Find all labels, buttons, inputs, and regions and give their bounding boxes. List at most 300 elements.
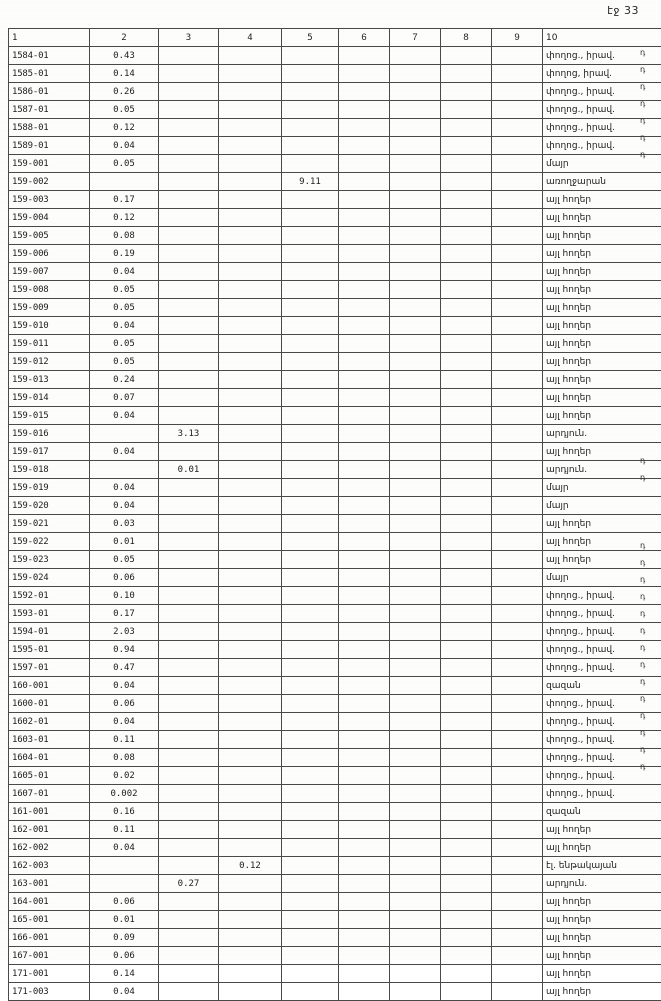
table-row [9, 101, 661, 119]
table-cell-col-1: 159-009 [9, 299, 90, 317]
table-cell-col-2: 0.05 [90, 551, 159, 569]
table-cell-col-7 [390, 983, 441, 1001]
table-row [9, 839, 661, 857]
table-cell-col-1: 1593-01 [9, 605, 90, 623]
table-cell-col-7 [390, 191, 441, 209]
table-cell-col-1: 159-002 [9, 173, 90, 191]
table-cell-col-4 [219, 389, 282, 407]
table-cell-col-5 [282, 317, 339, 335]
table-cell-col-3 [159, 515, 219, 533]
margin-note: դ [638, 571, 660, 588]
table-cell-col-4 [219, 767, 282, 785]
table-cell-col-5 [282, 965, 339, 983]
table-cell-col-6 [339, 479, 390, 497]
table-cell-col-4 [219, 101, 282, 119]
table-cell-col-7 [390, 839, 441, 857]
table-cell-col-2: 0.17 [90, 605, 159, 623]
table-cell-col-2: 0.14 [90, 65, 159, 83]
table-cell-col-5 [282, 767, 339, 785]
table-cell-col-2: 0.04 [90, 317, 159, 335]
table-cell-col-10: փողոց., իրավ. [543, 641, 661, 659]
table-cell-col-3 [159, 353, 219, 371]
table-cell-col-5 [282, 695, 339, 713]
table-cell-col-6 [339, 857, 390, 875]
table-cell-col-8 [441, 911, 492, 929]
table-cell-col-2 [90, 857, 159, 875]
table-cell-col-10: մայր [543, 479, 661, 497]
table-cell-col-6 [339, 731, 390, 749]
margin-notes-column [638, 28, 660, 945]
table-cell-col-4 [219, 353, 282, 371]
table-cell-col-10: մայր [543, 569, 661, 587]
table-cell-col-10: այլ հողեր [543, 965, 661, 983]
margin-note: դ [638, 707, 660, 724]
table-cell-col-2: 0.01 [90, 533, 159, 551]
table-cell-col-2: 0.04 [90, 983, 159, 1001]
table-cell-col-8 [441, 929, 492, 947]
table-cell-col-9 [492, 155, 543, 173]
table-cell-col-1: 162-001 [9, 821, 90, 839]
table-cell-col-6 [339, 47, 390, 65]
table-cell-col-6 [339, 965, 390, 983]
table-cell-col-8 [441, 353, 492, 371]
table-cell-col-3 [159, 281, 219, 299]
table-cell-col-9 [492, 371, 543, 389]
table-cell-col-1: 159-014 [9, 389, 90, 407]
table-cell-col-7 [390, 65, 441, 83]
table-cell-col-3 [159, 497, 219, 515]
table-cell-col-9 [492, 659, 543, 677]
table-cell-col-7 [390, 227, 441, 245]
table-cell-col-1: 159-021 [9, 515, 90, 533]
table-cell-col-9 [492, 983, 543, 1001]
table-cell-col-5 [282, 587, 339, 605]
table-cell-col-9 [492, 497, 543, 515]
table-cell-col-10: փողոց., իրավ. [543, 767, 661, 785]
table-cell-col-8 [441, 497, 492, 515]
table-cell-col-4 [219, 443, 282, 461]
table-cell-col-4 [219, 875, 282, 893]
table-cell-col-1: 1592-01 [9, 587, 90, 605]
table-cell-col-1: 159-022 [9, 533, 90, 551]
table-cell-col-6 [339, 461, 390, 479]
table-cell-col-3 [159, 983, 219, 1001]
table-cell-col-4 [219, 119, 282, 137]
table-cell-col-9 [492, 407, 543, 425]
table-row [9, 767, 661, 785]
table-row [9, 443, 661, 461]
table-cell-col-3 [159, 857, 219, 875]
table-cell-col-3: 0.01 [159, 461, 219, 479]
table-cell-col-9 [492, 857, 543, 875]
table-cell-col-10: այլ հողեր [543, 245, 661, 263]
table-cell-col-2: 0.04 [90, 443, 159, 461]
table-cell-col-7 [390, 119, 441, 137]
table-cell-col-6 [339, 443, 390, 461]
table-cell-col-2: 0.03 [90, 515, 159, 533]
margin-note [638, 418, 660, 435]
table-cell-col-5 [282, 713, 339, 731]
table-cell-col-8 [441, 605, 492, 623]
table-cell-col-10: էլ. ենթակայան [543, 857, 661, 875]
table-cell-col-3 [159, 587, 219, 605]
table-cell-col-9 [492, 65, 543, 83]
table-cell-col-5 [282, 83, 339, 101]
table-cell-col-5 [282, 623, 339, 641]
table-cell-col-10: այլ հողեր [543, 983, 661, 1001]
table-cell-col-7 [390, 389, 441, 407]
table-cell-col-5 [282, 947, 339, 965]
table-cell-col-10: այլ հողեր [543, 551, 661, 569]
table-cell-col-9 [492, 317, 543, 335]
margin-note [638, 826, 660, 843]
table-cell-col-1: 1607-01 [9, 785, 90, 803]
table-cell-col-8 [441, 821, 492, 839]
table-cell-col-2: 0.04 [90, 407, 159, 425]
table-cell-col-3 [159, 443, 219, 461]
table-cell-col-7 [390, 83, 441, 101]
table-row [9, 353, 661, 371]
table-cell-col-6 [339, 551, 390, 569]
table-cell-col-10: այլ հողեր [543, 407, 661, 425]
table-cell-col-7 [390, 101, 441, 119]
table-row [9, 317, 661, 335]
table-cell-col-10: այլ հողեր [543, 299, 661, 317]
margin-note: դ [638, 95, 660, 112]
table-cell-col-2: 0.02 [90, 767, 159, 785]
table-cell-col-4 [219, 677, 282, 695]
table-cell-col-6 [339, 533, 390, 551]
table-cell-col-2: 0.05 [90, 299, 159, 317]
table-cell-col-5 [282, 461, 339, 479]
table-row [9, 47, 661, 65]
page-number-label: էջ 33 [607, 4, 639, 17]
table-cell-col-6 [339, 587, 390, 605]
table-cell-col-8 [441, 533, 492, 551]
table-cell-col-4 [219, 839, 282, 857]
table-cell-col-3 [159, 623, 219, 641]
table-cell-col-8 [441, 767, 492, 785]
table-cell-col-4 [219, 191, 282, 209]
table-cell-col-9 [492, 443, 543, 461]
table-cell-col-10: մայր [543, 497, 661, 515]
table-cell-col-2: 0.16 [90, 803, 159, 821]
table-cell-col-4 [219, 407, 282, 425]
table-cell-col-8 [441, 965, 492, 983]
table-cell-col-9 [492, 173, 543, 191]
table-cell-col-2: 0.26 [90, 83, 159, 101]
table-cell-col-7 [390, 785, 441, 803]
table-cell-col-4 [219, 983, 282, 1001]
table-row [9, 299, 661, 317]
table-cell-col-10: արդյուն. [543, 461, 661, 479]
margin-note [638, 843, 660, 860]
table-cell-col-3 [159, 839, 219, 857]
table-cell-col-1: 159-016 [9, 425, 90, 443]
table-cell-col-9 [492, 191, 543, 209]
table-cell-col-8 [441, 461, 492, 479]
table-cell-col-10: այլ հողեր [543, 209, 661, 227]
table-cell-col-4 [219, 641, 282, 659]
margin-note: դ [638, 622, 660, 639]
table-cell-col-5 [282, 785, 339, 803]
table-cell-col-2: 0.47 [90, 659, 159, 677]
table-cell-col-10: փողոց., իրավ. [543, 785, 661, 803]
table-row [9, 569, 661, 587]
table-cell-col-5 [282, 119, 339, 137]
table-cell-col-3 [159, 389, 219, 407]
table-cell-col-9 [492, 875, 543, 893]
table-cell-col-4 [219, 461, 282, 479]
margin-note: դ [638, 112, 660, 129]
table-cell-col-9 [492, 137, 543, 155]
table-cell-col-4 [219, 587, 282, 605]
table-cell-col-10: այլ հողեր [543, 335, 661, 353]
table-cell-col-7 [390, 533, 441, 551]
table-cell-col-3 [159, 641, 219, 659]
table-cell-col-6 [339, 389, 390, 407]
table-cell-col-8 [441, 263, 492, 281]
table-cell-col-3 [159, 533, 219, 551]
table-row [9, 227, 661, 245]
table-cell-col-6 [339, 983, 390, 1001]
table-cell-col-4 [219, 65, 282, 83]
table-cell-col-5 [282, 245, 339, 263]
table-cell-col-9 [492, 731, 543, 749]
table-cell-col-7 [390, 731, 441, 749]
table-cell-col-2: 0.04 [90, 263, 159, 281]
table-cell-col-9 [492, 47, 543, 65]
table-cell-col-8 [441, 731, 492, 749]
margin-note: դ [638, 656, 660, 673]
table-cell-col-5 [282, 875, 339, 893]
table-cell-col-1: 159-011 [9, 335, 90, 353]
table-row [9, 425, 661, 443]
table-cell-col-7 [390, 263, 441, 281]
table-cell-col-1: 1597-01 [9, 659, 90, 677]
table-cell-col-3: 3.13 [159, 425, 219, 443]
table-cell-col-9 [492, 281, 543, 299]
table-cell-col-4 [219, 551, 282, 569]
table-cell-col-8 [441, 983, 492, 1001]
table-cell-col-5 [282, 263, 339, 281]
table-cell-col-7 [390, 479, 441, 497]
table-cell-col-3 [159, 263, 219, 281]
table-cell-col-6 [339, 317, 390, 335]
table-cell-col-7 [390, 335, 441, 353]
table-cell-col-7 [390, 47, 441, 65]
table-row [9, 641, 661, 659]
table-cell-col-8 [441, 785, 492, 803]
margin-note [638, 265, 660, 282]
table-cell-col-6 [339, 209, 390, 227]
table-cell-col-3 [159, 317, 219, 335]
table-cell-col-1: 171-001 [9, 965, 90, 983]
table-cell-col-7 [390, 677, 441, 695]
table-cell-col-8 [441, 137, 492, 155]
table-cell-col-1: 1603-01 [9, 731, 90, 749]
table-cell-col-3 [159, 137, 219, 155]
table-cell-col-6 [339, 875, 390, 893]
table-cell-col-10: փողոց., իրավ. [543, 749, 661, 767]
margin-note [638, 860, 660, 877]
table-cell-col-3 [159, 731, 219, 749]
table-cell-col-9 [492, 389, 543, 407]
table-cell-col-9 [492, 551, 543, 569]
table-cell-col-1: 1585-01 [9, 65, 90, 83]
table-cell-col-2: 0.05 [90, 155, 159, 173]
table-row [9, 857, 661, 875]
column-header-5: 5 [282, 29, 339, 47]
margin-note [638, 894, 660, 911]
table-cell-col-8 [441, 839, 492, 857]
table-cell-col-3: 0.27 [159, 875, 219, 893]
table-cell-col-8 [441, 803, 492, 821]
table-cell-col-10: փողոց., իրավ. [543, 623, 661, 641]
table-cell-col-1: 1600-01 [9, 695, 90, 713]
table-cell-col-3 [159, 65, 219, 83]
table-cell-col-8 [441, 299, 492, 317]
table-cell-col-6 [339, 119, 390, 137]
table-cell-col-5 [282, 641, 339, 659]
table-cell-col-5 [282, 335, 339, 353]
table-cell-col-7 [390, 713, 441, 731]
table-cell-col-1: 162-002 [9, 839, 90, 857]
table-cell-col-1: 159-015 [9, 407, 90, 425]
table-cell-col-7 [390, 749, 441, 767]
table-cell-col-8 [441, 695, 492, 713]
table-cell-col-9 [492, 713, 543, 731]
table-cell-col-5 [282, 497, 339, 515]
table-cell-col-5 [282, 191, 339, 209]
table-cell-col-7 [390, 803, 441, 821]
table-cell-col-5 [282, 371, 339, 389]
table-cell-col-4 [219, 569, 282, 587]
table-cell-col-3 [159, 785, 219, 803]
table-cell-col-6 [339, 713, 390, 731]
margin-note [638, 384, 660, 401]
table-cell-col-5 [282, 209, 339, 227]
table-cell-col-7 [390, 281, 441, 299]
table-cell-col-5 [282, 299, 339, 317]
table-row [9, 335, 661, 353]
table-cell-col-7 [390, 857, 441, 875]
table-cell-col-2: 0.01 [90, 911, 159, 929]
margin-note: դ [638, 758, 660, 775]
table-cell-col-6 [339, 911, 390, 929]
table-cell-col-1: 164-001 [9, 893, 90, 911]
table-cell-col-4 [219, 821, 282, 839]
margin-note: դ [638, 724, 660, 741]
table-cell-col-10: այլ հողեր [543, 839, 661, 857]
table-cell-col-1: 159-023 [9, 551, 90, 569]
table-cell-col-2: 0.04 [90, 479, 159, 497]
table-cell-col-9 [492, 83, 543, 101]
table-cell-col-9 [492, 245, 543, 263]
table-cell-col-3 [159, 659, 219, 677]
table-cell-col-5 [282, 821, 339, 839]
table-cell-col-3 [159, 299, 219, 317]
table-cell-col-5 [282, 839, 339, 857]
margin-note [638, 401, 660, 418]
table-cell-col-5 [282, 677, 339, 695]
table-cell-col-5 [282, 353, 339, 371]
table-cell-col-7 [390, 965, 441, 983]
table-cell-col-5 [282, 281, 339, 299]
table-cell-col-4 [219, 911, 282, 929]
table-cell-col-2: 0.04 [90, 839, 159, 857]
table-cell-col-2: 0.94 [90, 641, 159, 659]
table-header-row [9, 29, 661, 47]
table-cell-col-5 [282, 227, 339, 245]
table-cell-col-3 [159, 893, 219, 911]
table-cell-col-9 [492, 335, 543, 353]
table-cell-col-9 [492, 227, 543, 245]
table-cell-col-6 [339, 191, 390, 209]
margin-note [638, 486, 660, 503]
table-row [9, 479, 661, 497]
table-cell-col-8 [441, 857, 492, 875]
table-cell-col-4 [219, 317, 282, 335]
table-cell-col-10: փողոց., իրավ. [543, 713, 661, 731]
table-cell-col-9 [492, 461, 543, 479]
table-cell-col-1: 159-019 [9, 479, 90, 497]
table-cell-col-5 [282, 533, 339, 551]
table-cell-col-4 [219, 497, 282, 515]
table-cell-col-7 [390, 623, 441, 641]
table-cell-col-8 [441, 641, 492, 659]
table-cell-col-6 [339, 641, 390, 659]
table-cell-col-7 [390, 947, 441, 965]
table-cell-col-5 [282, 479, 339, 497]
table-cell-col-4 [219, 623, 282, 641]
table-cell-col-10: փողոց, իրավ. [543, 65, 661, 83]
table-cell-col-4 [219, 245, 282, 263]
table-row [9, 659, 661, 677]
table-cell-col-3 [159, 479, 219, 497]
table-cell-col-2: 0.08 [90, 749, 159, 767]
table-cell-col-10: այլ հողեր [543, 317, 661, 335]
table-row [9, 911, 661, 929]
table-cell-col-8 [441, 335, 492, 353]
table-cell-col-4 [219, 209, 282, 227]
table-cell-col-3 [159, 191, 219, 209]
table-cell-col-8 [441, 623, 492, 641]
table-cell-col-8 [441, 65, 492, 83]
margin-note: դ [638, 588, 660, 605]
table-cell-col-9 [492, 515, 543, 533]
table-cell-col-2: 0.19 [90, 245, 159, 263]
table-cell-col-5 [282, 425, 339, 443]
table-cell-col-6 [339, 263, 390, 281]
table-cell-col-1: 1588-01 [9, 119, 90, 137]
table-cell-col-10: այլ հողեր [543, 371, 661, 389]
margin-note [638, 214, 660, 231]
table-cell-col-9 [492, 299, 543, 317]
margin-note [638, 792, 660, 809]
table-cell-col-6 [339, 821, 390, 839]
table-cell-col-9 [492, 749, 543, 767]
table-cell-col-5 [282, 929, 339, 947]
table-cell-col-6 [339, 173, 390, 191]
table-cell-col-5 [282, 137, 339, 155]
column-header-8: 8 [441, 29, 492, 47]
table-cell-col-6 [339, 803, 390, 821]
margin-note [638, 350, 660, 367]
table-row [9, 461, 661, 479]
table-row [9, 263, 661, 281]
table-cell-col-3 [159, 695, 219, 713]
